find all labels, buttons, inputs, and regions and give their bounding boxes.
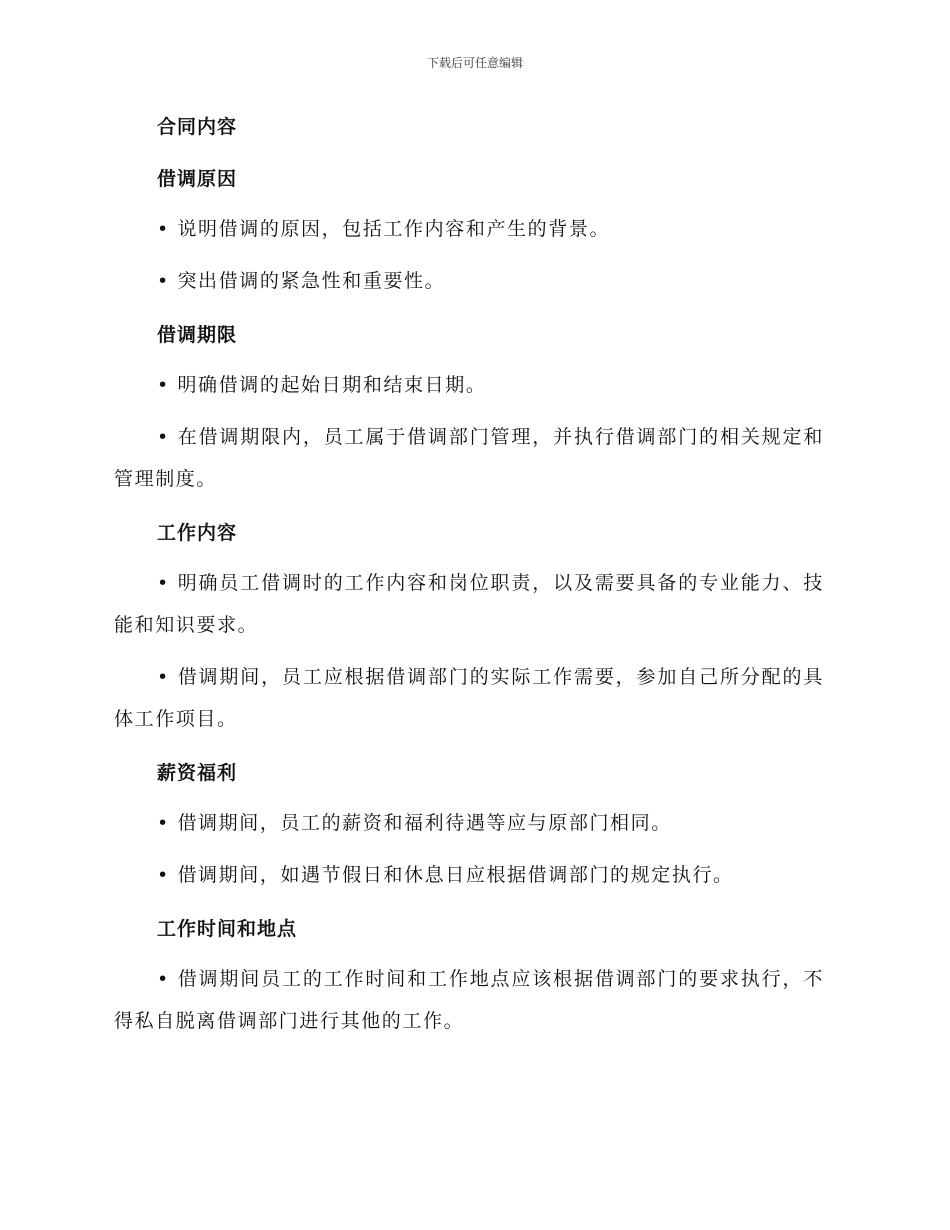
page-header-note: 下载后可任意编辑 [426, 56, 523, 70]
section-heading-contract-content: 合同内容 [157, 116, 238, 138]
section-heading-secondment-period: 借调期限 [157, 324, 238, 346]
section-heading-work-content: 工作内容 [157, 522, 238, 544]
paragraph-reason-2: • 突出借调的紧急性和重要性。 [157, 270, 446, 292]
paragraph-work-1: • 明确员工借调时的工作内容和岗位职责，以及需要具备的专业能力、技能和知识要求。 [114, 572, 824, 636]
section-heading-time-location: 工作时间和地点 [157, 918, 298, 940]
paragraph-period-2: • 在借调期限内，员工属于借调部门管理，并执行借调部门的相关规定和管理制度。 [114, 426, 824, 490]
paragraph-work-2: • 借调期间，员工应根据借调部门的实际工作需要，参加自己所分配的具体工作项目。 [114, 666, 824, 730]
paragraph-salary-1: • 借调期间，员工的薪资和福利待遇等应与原部门相同。 [157, 812, 672, 834]
paragraph-time-location-1: • 借调期间员工的工作时间和工作地点应该根据借调部门的要求执行，不得私自脱离借调部门进行其他的工作。 [114, 968, 824, 1032]
paragraph-salary-2: • 借调期间，如遇节假日和休息日应根据借调部门的规定执行。 [157, 864, 734, 886]
paragraph-period-1: • 明确借调的起始日期和结束日期。 [157, 374, 487, 396]
section-heading-secondment-reason: 借调原因 [157, 168, 238, 190]
document-body [114, 104, 824, 1052]
section-heading-salary-benefits: 薪资福利 [157, 762, 238, 784]
paragraph-reason-1: • 说明借调的原因，包括工作内容和产生的背景。 [157, 218, 611, 240]
